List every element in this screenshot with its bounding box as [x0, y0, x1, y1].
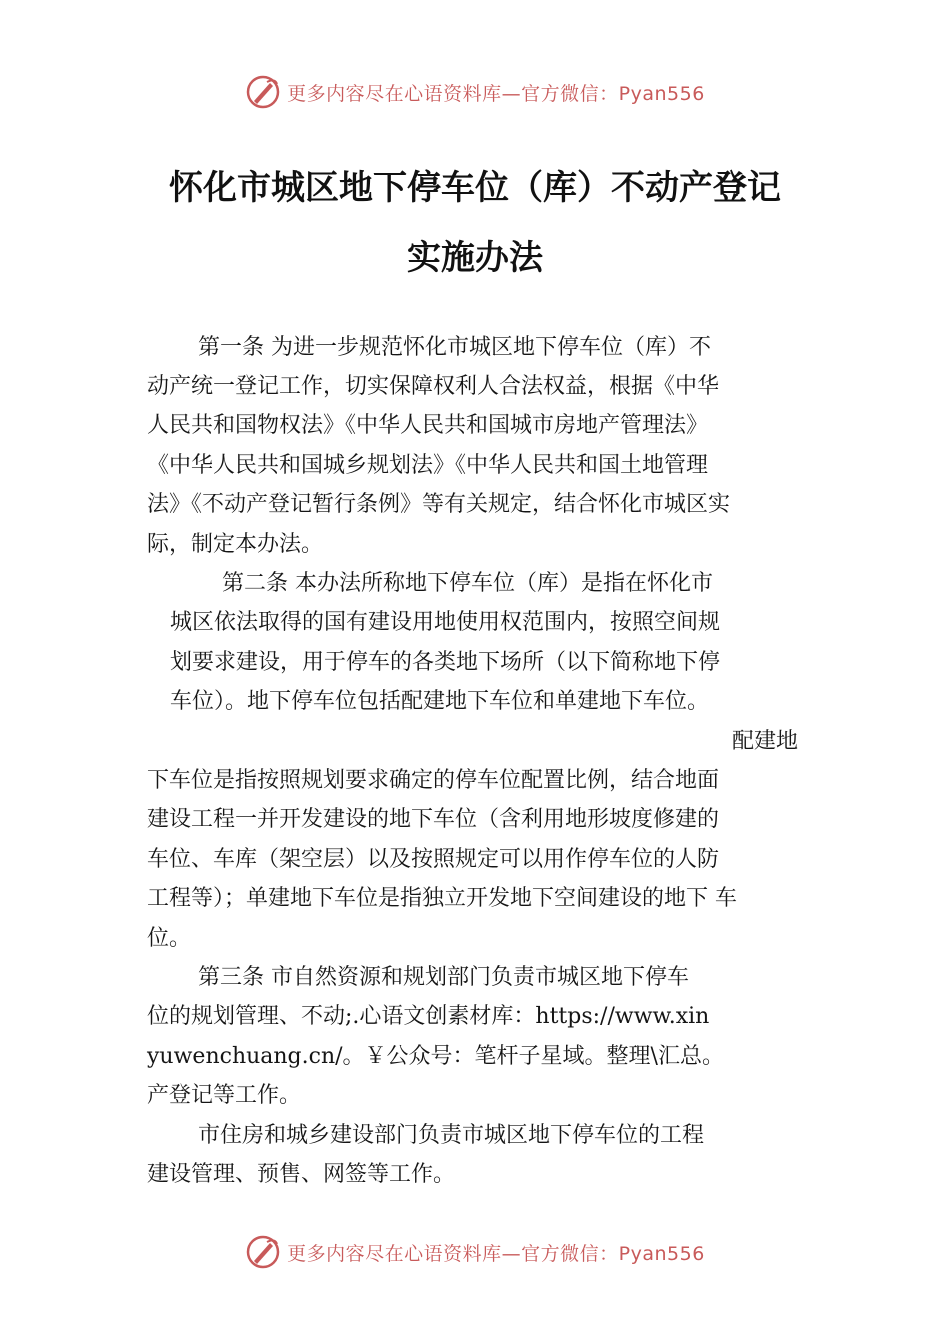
body-line: 第二条 本办法所称地下停车位（库）是指在怀化市	[222, 571, 713, 596]
body-line: 划要求建设，用于停车的各类地下场所（以下简称地下停	[170, 650, 721, 675]
body-line: 市住房和城乡建设部门负责市城区地下停车位的工程	[198, 1123, 705, 1148]
body-line: 下车位是指按照规划要求确定的停车位配置比例，结合地面	[147, 768, 720, 793]
body-line: 《中华人民共和国城乡规划法》《中华人民共和国土地管理	[147, 453, 709, 478]
body-line: 城区依法取得的国有建设用地使用权范围内，按照空间规	[170, 610, 721, 635]
body-line: 人民共和国物权法》《中华人民共和国城市房地产管理法》	[147, 413, 709, 438]
body-line: 产登记等工作。	[147, 1083, 302, 1108]
body-line: 位的规划管理、不动;.心语文创素材库：https://www.xin	[147, 1004, 710, 1029]
body-line: 工程等）；单建地下车位是指独立开发地下空间建设的地下 车	[147, 886, 737, 911]
body-line: 车位）。地下停车位包括配建地下车位和单建地下车位。	[170, 689, 710, 714]
document-title-line-2: 实施办法	[407, 238, 543, 278]
body-line: 动产统一登记工作，切实保障权利人合法权益，根据《中华	[147, 374, 720, 399]
body-line: 际，制定本办法。	[147, 532, 324, 557]
body-line: 建设工程一并开发建设的地下车位（含利用地形坡度修建的	[147, 807, 720, 832]
document-title-line-1: 怀化市城区地下停车位（库）不动产登记	[169, 168, 781, 208]
body-line: 第一条 为进一步规范怀化市城区地下停车位（库）不	[198, 335, 711, 360]
body-line: 第三条 市自然资源和规划部门负责市城区地下停车	[198, 965, 689, 990]
pen-circle-logo-icon	[245, 74, 281, 110]
body-line: 车位、车库（架空层）以及按照规定可以用作停车位的人防	[147, 847, 720, 872]
footer-banner	[0, 1232, 950, 1272]
body-line: 建设管理、预售、网签等工作。	[147, 1162, 456, 1187]
pen-circle-logo-icon	[245, 1234, 281, 1270]
header-banner	[0, 72, 950, 112]
header-banner-text: 更多内容尽在心语资料库—官方微信：Pyan556	[287, 82, 705, 105]
body-line: 位。	[147, 926, 192, 951]
footer-banner-text: 更多内容尽在心语资料库—官方微信：Pyan556	[287, 1242, 705, 1265]
body-line: 法》《不动产登记暂行条例》等有关规定，结合怀化市城区实	[147, 492, 731, 517]
body-line: 配建地	[732, 729, 799, 754]
body-line: yuwenchuang.cn/。￥公众号：笔杆子星域。整理\汇总。	[147, 1044, 724, 1069]
